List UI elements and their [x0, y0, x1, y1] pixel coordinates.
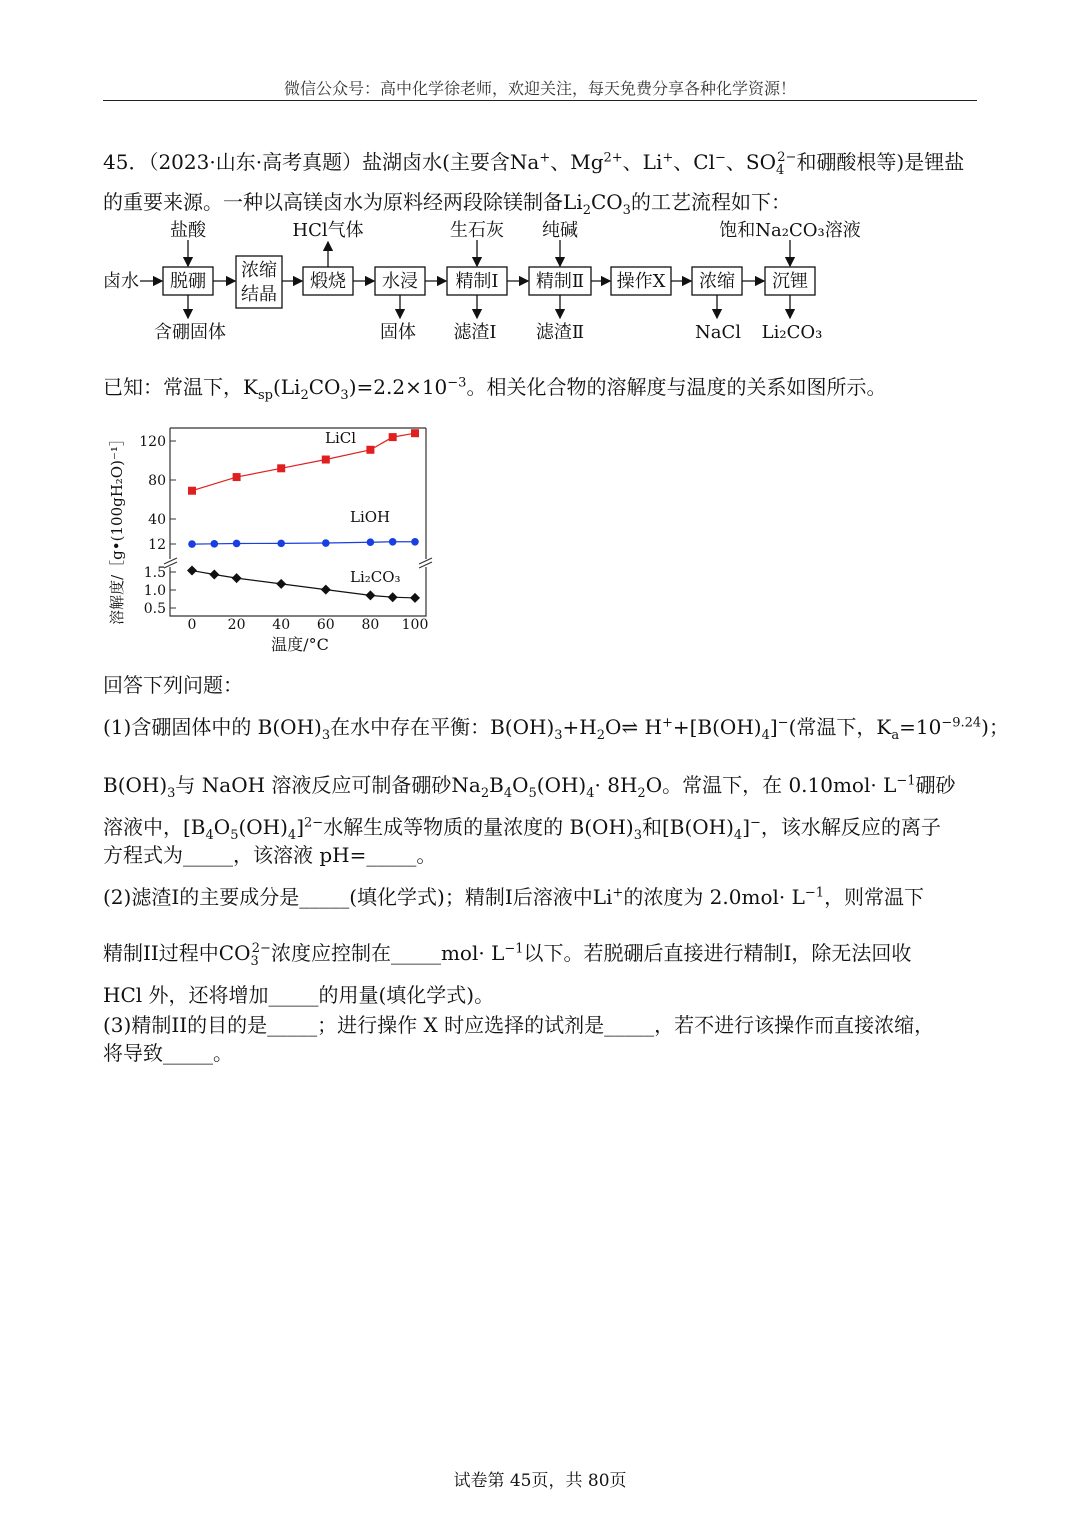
flow-step-label: 浓缩 [241, 260, 277, 281]
q1-text-3: 溶液中，[B [103, 815, 206, 839]
data-point [389, 433, 397, 441]
question-line-1: 45．（2023·山东·高考真题）盐湖卤水(主要含Na+、$Mg^{2+}$、Li+、Cl−、$SO_4^{2-}$和硼酸根等)是锂盐 [103, 150, 965, 178]
x-tick-label: 0 [187, 617, 197, 633]
x-tick-label: 80 [361, 617, 380, 633]
flow-step-label: 煅烧 [310, 271, 346, 292]
q2-text: (2)滤渣I的主要成分是_____(填化学式)；精制I后溶液中Li [103, 885, 613, 909]
data-point [232, 573, 242, 583]
question-intro-2: 的重要来源。一种以高镁卤水为原料经两段除镁制备Li [103, 190, 583, 214]
data-point [188, 540, 196, 548]
flow-input-label: 生石灰 [450, 220, 504, 241]
flow-step-label: 结晶 [241, 284, 277, 305]
question-intro-2b: 的工艺流程如下： [630, 190, 791, 214]
series-label: LiOH [350, 508, 391, 526]
data-point [410, 593, 420, 603]
x-tick-label: 60 [316, 617, 335, 633]
series-label: LiCl [325, 429, 357, 447]
series-line-1 [192, 542, 415, 544]
y-tick-label: 1.0 [143, 583, 166, 599]
flow-output-label: Li₂CO₃ [761, 322, 823, 343]
header-rule [103, 100, 977, 101]
flow-step-label: 沉锂 [772, 271, 808, 292]
process-flowchart [100, 218, 880, 350]
flow-step-label: 操作X [616, 271, 666, 292]
question-source: （2023·山东·高考真题） [148, 150, 363, 174]
data-point [188, 487, 196, 495]
y-tick-label: 80 [148, 473, 166, 489]
question-number: 45． [103, 150, 149, 174]
known-text: 已知：常温下，K [103, 375, 258, 399]
flow-step-label: 精制Ⅰ [455, 271, 499, 292]
flow-step-label: 浓缩 [699, 271, 735, 292]
data-point [322, 539, 330, 547]
y-tick-label: 0.5 [143, 601, 166, 617]
data-point [389, 538, 397, 546]
q2-line-3: HCl 外，还将增加_____的用量(填化学式)。 [103, 983, 495, 1007]
flow-step-label: 精制Ⅱ [535, 271, 585, 292]
q3-line-1: (3)精制II的目的是_____；进行操作 X 时应选择的试剂是_____，若不进行该操作而直接浓缩， [103, 1013, 935, 1037]
data-point [277, 464, 285, 472]
series-label: Li₂CO₃ [350, 568, 401, 586]
data-point [277, 540, 285, 548]
data-point [233, 473, 241, 481]
data-point [321, 585, 331, 595]
data-point [411, 538, 419, 546]
question-intro: 盐湖卤水(主要含Na [362, 150, 540, 174]
data-point [411, 429, 419, 437]
question-line-2: 的重要来源。一种以高镁卤水为原料经两段除镁制备$Li_2CO_3$的工艺流程如下： [103, 190, 791, 218]
q2-line-1: (2)滤渣I的主要成分是_____(填化学式)；精制I后溶液中Li+的浓度为 $2.0mol\cdot L^{-1}$，则常温下 [103, 885, 925, 909]
known-line: 已知：常温下，$K_{sp}(Li_2CO_3)=2.2\times 10^{-3}$。相关化合物的溶解度与温度的关系如图所示。 [103, 375, 887, 403]
y-tick-label: 12 [148, 537, 166, 553]
q3-line-2: 将导致_____。 [103, 1041, 233, 1065]
y-tick-label: 120 [139, 434, 166, 450]
page-footer: 试卷第 45页，共 80页 [453, 1471, 627, 1491]
flow-step-label: 水浸 [382, 271, 418, 292]
flow-input-label: 纯碱 [542, 220, 578, 241]
data-point [276, 579, 286, 589]
data-point [388, 592, 398, 602]
flow-output-label: 滤渣Ⅱ [535, 322, 585, 343]
series-line-0 [192, 433, 415, 491]
solubility-chart [100, 418, 440, 656]
flow-output-label: 滤渣Ⅰ [453, 322, 497, 343]
y-tick-label: 40 [148, 512, 166, 528]
page-header: 微信公众号：高中化学徐老师，欢迎关注，每天免费分享各种化学资源！ [283, 79, 796, 98]
q1-text: (1)含硼固体中的 B(OH) [103, 715, 322, 739]
flow-start: 卤水 [103, 271, 139, 292]
data-point [322, 456, 330, 464]
y-tick-label: 1.5 [143, 565, 166, 581]
q1-line-1: (1)含硼固体中的 $B(OH)_3$在水中存在平衡：$B(OH)_3+H_2O\rightleftharpoons$ $H^++[B(OH)_4]^-$(常温下，$K_a=10^{-9.24}$)； [103, 715, 1009, 743]
flow-input-label: 饱和Na₂CO₃溶液 [719, 220, 861, 241]
data-point [367, 538, 375, 546]
flow-step-label: 脱硼 [170, 271, 206, 292]
data-point [209, 570, 219, 580]
x-tick-label: 20 [227, 617, 246, 633]
q1-line-2: $B(OH)_3$与 NaOH 溶液反应可制备硼砂$Na_2B_4O_5(OH)_4\cdot 8H_2O$。常温下，在 $0.10mol\cdot L^{-1}$硼砂 [103, 773, 956, 801]
data-point [211, 540, 219, 548]
y-axis-label: 溶解度/［g•(100gH₂O)⁻¹］ [108, 431, 126, 625]
q2-line-2: 精制II过程中$CO_3^{2-}$浓度应控制在_____mol· $L^{-1}$以下。若脱硼后直接进行精制I，除无法回收 [103, 941, 912, 969]
q2-text-2: 精制II过程中CO [103, 941, 251, 965]
flow-output-label: NaCl [694, 322, 742, 343]
flow-input-label: 盐酸 [170, 220, 206, 241]
x-tick-label: 100 [401, 617, 429, 633]
q1-text-2: B(OH) [103, 773, 168, 797]
x-tick-label: 40 [272, 617, 291, 633]
q1-line-4: 方程式为_____，该溶液 pH=_____。 [103, 843, 437, 867]
data-point [187, 566, 197, 576]
flow-output-label: 固体 [380, 322, 416, 343]
data-point [233, 540, 241, 548]
data-point [365, 590, 375, 600]
q1-line-3: 溶液中，$[B_4O_5(OH)_4]^{2-}$水解生成等物质的量浓度的 $B(OH)_3$和$[B(OH)_4]^-$，该水解反应的离子 [103, 815, 941, 843]
flow-gas-label: HCl气体 [292, 220, 364, 241]
answer-prompt: 回答下列问题： [103, 673, 243, 697]
data-point [366, 446, 374, 454]
flow-output-label: 含硼固体 [154, 322, 226, 343]
x-axis-label: 温度/°C [271, 635, 329, 654]
